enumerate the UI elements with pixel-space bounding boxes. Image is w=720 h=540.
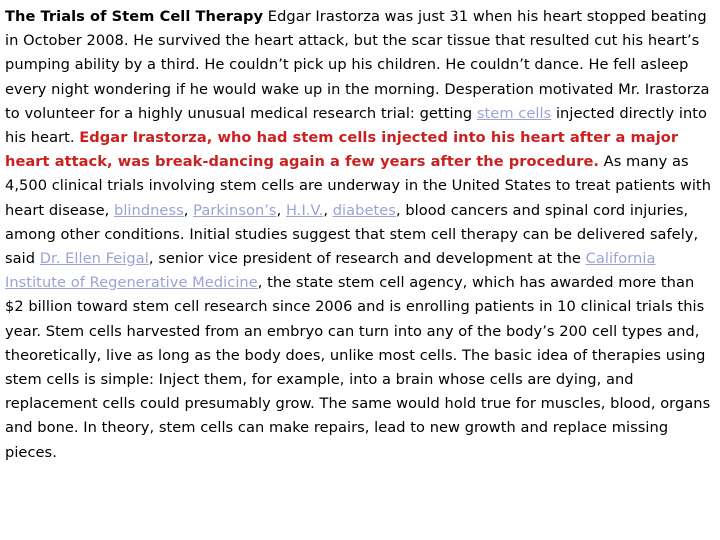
link-ellen-feigal[interactable]: Dr. Ellen Feigal: [39, 250, 149, 268]
article-text-5: , senior vice president of research and development at the: [148, 250, 586, 268]
article-text-3: As many as 4,500 clinical trials involving stem cells are underway in the United States to treat patients with heart disease,: [5, 153, 711, 219]
article-body: [5, 5, 717, 465]
article-text-1: Edgar Irastorza was just 31 when his heart stopped beating in October 2008. He survived the heart attack, but the scar tissue that resulted cut his heart’s pumping ability by a third. He couldn’t pick up his children. He couldn’t dance. He fell asleep every night wondering if he would wake up in the morning. Desperation motivated Mr. Irastorza to volunteer for a highly unusual medical research trial: getting: [5, 8, 710, 122]
link-blindness[interactable]: blindness: [114, 201, 184, 219]
separator-2: ,: [276, 201, 286, 219]
link-california-institute[interactable]: California Institute of Regenerative Medicine: [5, 250, 656, 292]
link-stem-cells[interactable]: stem cells: [476, 104, 552, 122]
article-text-6: , the state stem cell agency, which has awarded more than $2 billion toward stem cell research since 2006 and is enrolling patients in 10 clinical trials this year. Stem cells harvested from an embryo can turn into any of the body’s 200 cell types and, theoretically, live as long as the body does, unlike most cells. The basic idea of therapies using stem cells is simple: Inject them, for example, into a brain whose cells are dying, and replacement cells could presumably grow. The same would hold true for muscles, blood, organs and bone. In theory, stem cells can make repairs, lead to new growth and replace missing pieces.: [5, 274, 711, 461]
article-title: The Trials of Stem Cell Therapy: [5, 8, 264, 25]
link-diabetes[interactable]: diabetes: [332, 201, 396, 219]
highlighted-caption: Edgar Irastorza, who had stem cells injected into his heart after a major heart attack, was break-dancing again a few years after the procedure.: [5, 129, 679, 171]
link-parkinsons[interactable]: Parkinson’s: [193, 201, 277, 219]
separator-3: ,: [323, 201, 333, 219]
link-hiv[interactable]: H.I.V.: [285, 201, 324, 219]
article-text-2: injected directly into his heart.: [5, 104, 708, 147]
separator-1: ,: [183, 201, 194, 219]
article-text-4: , blood cancers and spinal cord injuries, among other conditions. Initial studies suggest that stem cell therapy can be delivered safely, said: [5, 201, 699, 268]
